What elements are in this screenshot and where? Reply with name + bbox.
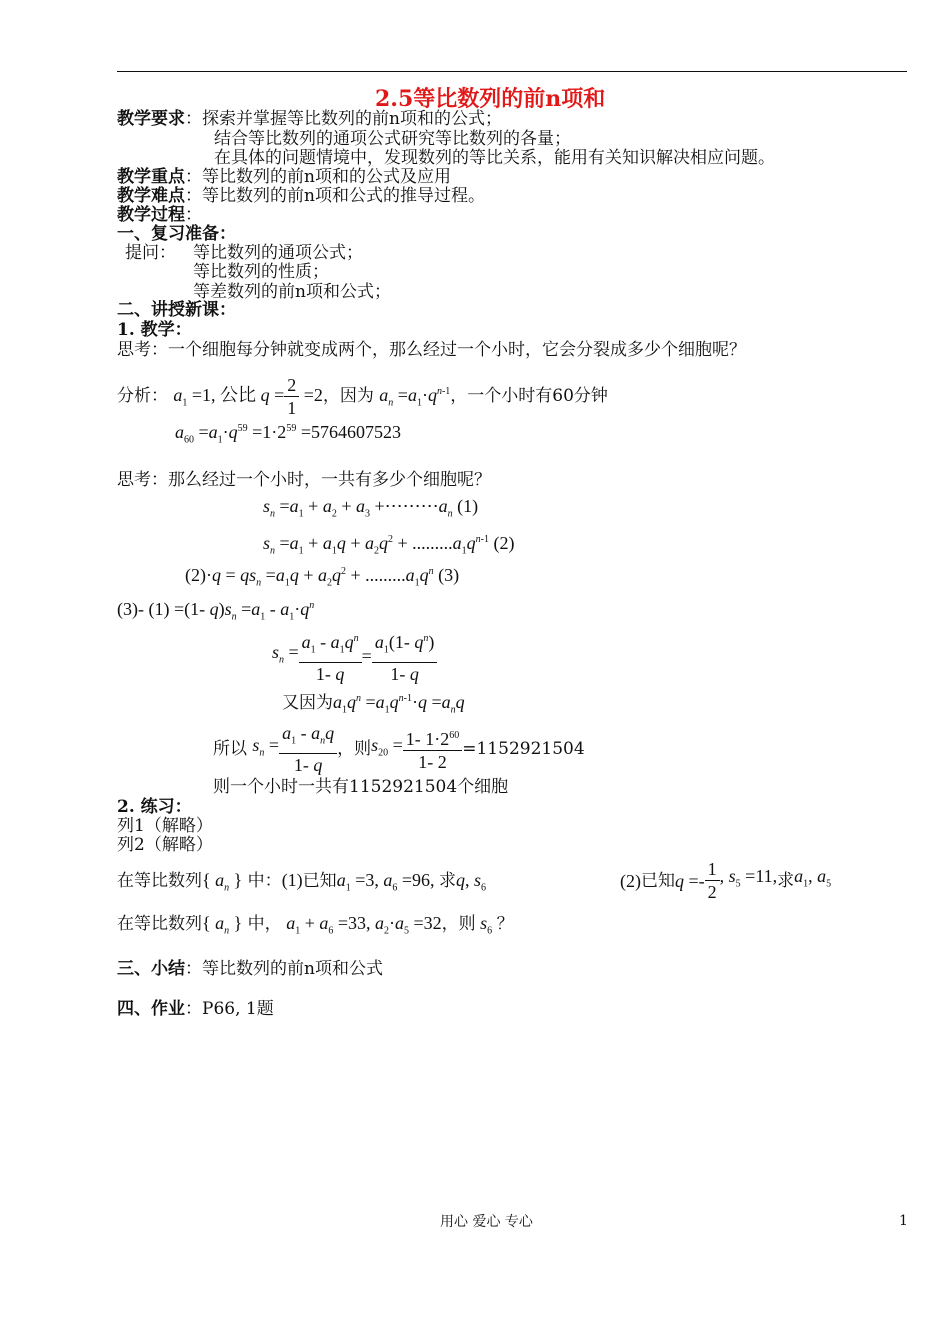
equation-2: $s_n =a_1 + a_1q + a_2q^2 + .........a_1q^{n-1}$ (2) xyxy=(263,533,515,557)
sum-fraction-1: $\frac{a_1 - a_1q^n}{1- q}$ xyxy=(299,628,362,685)
practice-heading-line xyxy=(117,797,192,817)
s20-fraction: $\frac{1- 1\cdot 2^{60}}{1- 2}$ xyxy=(403,725,463,773)
sequence-notation: { $a_n$ } xyxy=(202,870,243,894)
s20-result: =1152921504 xyxy=(462,738,585,759)
analysis-formula-a1: $a_1 =1$, 公比 q = xyxy=(173,385,285,409)
process-label: 教学过程 xyxy=(117,205,185,225)
homework-line xyxy=(117,999,274,1019)
teaching-subheading-colon: ： xyxy=(174,320,192,340)
problem-2-tail: ，则 xyxy=(441,914,476,934)
analysis-ratio-value: =2 xyxy=(299,385,323,405)
difficulties-line xyxy=(117,186,485,206)
page-number: 1 xyxy=(899,1213,908,1229)
teaching-subheading: 1. 教学 xyxy=(117,320,175,340)
problem-1-part1-targets: q, $s_6$ xyxy=(456,870,487,894)
teaching-subheading-line xyxy=(117,320,192,340)
equation-subtract: (3)- (1) =(1- $q)s_n =a_1 - a_1\cdot q^n$ xyxy=(117,599,315,623)
identity-prefix: 又因为 xyxy=(282,693,333,713)
analysis-line xyxy=(117,374,608,419)
problem-1-part2-find: 求 xyxy=(777,870,795,891)
problem-2-prefix: 在等比数列 xyxy=(117,914,202,934)
header-rule xyxy=(117,71,907,72)
key-points-label: 教学重点 xyxy=(117,167,185,187)
equation-3: $(2)\cdot q = qs_n =a_1q + a_2q^2 + .........a_1q^n$ (3) xyxy=(185,565,460,589)
review-heading-colon: ： xyxy=(219,224,236,244)
problem-1-mid: 中： xyxy=(242,871,282,891)
process-line xyxy=(117,205,202,225)
new-lesson-heading: 二、讲授新课 xyxy=(117,300,219,320)
footer-slogan: 用心 爱心 专心 xyxy=(440,1214,533,1230)
analysis-because: ，因为 xyxy=(322,386,374,406)
difficulties-text: ：等比数列的前n项和公式的推导过程。 xyxy=(185,186,485,206)
summary-line xyxy=(117,959,383,979)
key-points-text: ：等比数列的前n项和的公式及应用 xyxy=(185,167,451,187)
requirements-text-3: 在具体的问题情境中，发现数列的等比关系，能用有关知识解决相应问题。 xyxy=(214,148,775,168)
review-heading-line xyxy=(117,224,236,244)
problem-1-part2-given: , $s_5 =11$, xyxy=(719,866,778,890)
practice-problem-1: 在等比数列{ $a_n$ } 中：(1)已知$a_1 =3$, $a_6 =96$, 求q, $s_6$ xyxy=(117,870,487,894)
sequence-notation-2: { $a_n$ } xyxy=(202,913,243,937)
new-lesson-heading-line xyxy=(117,300,236,320)
analysis-tail: ，一个小时有60分钟 xyxy=(450,386,608,406)
s20-line: 所以 $s_n$ = $\frac{a_1 - a_nq}{1- q}$ ，则$s_{20}$ = $\frac{1- 1\cdot 2^{60}}{1- 2}$ =1152921504 xyxy=(213,723,585,775)
example-2: 列2（解略） xyxy=(117,835,213,855)
page-title: 2.5等比数列的前n项和 xyxy=(375,86,606,112)
analysis-ratio-fraction: $\frac{2}{1}$ xyxy=(284,374,299,419)
general-term-formula: $a_n =a_1\cdot q^{n-1}$ xyxy=(379,385,451,409)
summary-text: ：等比数列的前n项和公式 xyxy=(185,959,383,979)
think-question-2: 思考：那么经过一个小时，一共有多少个细胞呢？ xyxy=(117,470,491,490)
problem-1-part1-given: $a_1 =3$, $a_6 =96$, xyxy=(336,870,439,894)
review-question-1: 等比数列的通项公式； xyxy=(193,243,363,263)
difficulties-label: 教学难点 xyxy=(117,186,185,206)
sum-an-fraction: $\frac{a_1 - a_nq}{1- q}$ xyxy=(279,722,337,776)
practice-heading-colon: ： xyxy=(174,797,192,817)
sum-formula: $s_n$ = $\frac{a_1 - a_1q^n}{1- q}$ = $\frac{a_1(1- q^n)}{1- q}$ xyxy=(272,628,437,685)
ze-label: ，则 xyxy=(337,738,372,759)
new-lesson-heading-colon: ： xyxy=(219,300,236,320)
homework-heading: 四、作业 xyxy=(117,999,185,1019)
equation-1: $s_n =a_1 + a_2 + a_3$ $+\cdots\cdots\cdots a_n$ (1) xyxy=(263,496,479,520)
requirements-label: 教学要求 xyxy=(117,109,185,129)
requirements-line-1 xyxy=(117,109,502,129)
problem-2-given: $a_1 + a_6 =33$, $a_2\cdot a_5 =32$ xyxy=(286,913,442,937)
problem-2-question-mark: ？ xyxy=(496,914,514,934)
review-question-2: 等比数列的性质； xyxy=(193,262,329,282)
summary-heading: 三、小结 xyxy=(117,959,185,979)
problem-2-mid: 中， xyxy=(242,914,282,934)
requirements-text-1: ：探索并掌握等比数列的前n项和的公式； xyxy=(185,109,502,129)
problem-1-part2-targets: $a_1$, $a_5$ xyxy=(794,866,832,890)
problem-1-part2-label: 已知 xyxy=(641,870,675,891)
identity-line xyxy=(282,689,465,721)
practice-heading: 2. 练习 xyxy=(117,797,175,817)
review-ask-label: 提问： xyxy=(125,243,176,263)
half-fraction: $\frac{1}{2}$ xyxy=(705,858,720,903)
problem-1-part1-label: 已知 xyxy=(302,871,337,891)
review-heading: 一、复习准备 xyxy=(117,224,219,244)
requirements-text-2: 结合等比数列的通项公式研究等比数列的各量； xyxy=(214,129,571,149)
problem-1-prefix: 在等比数列 xyxy=(117,871,202,891)
identity-formula: $a_1q^n =a_1q^{n-1}\cdot q =a_nq$ xyxy=(333,692,465,716)
practice-problem-2: 在等比数列{ $a_n$ } 中， $a_1 + a_6 =33$, $a_2\cdot a_5 =32$，则 $s_6$ ？ xyxy=(117,913,514,937)
a60-result: =5764607523 xyxy=(300,422,401,442)
practice-problem-1-part-2: (2)已知q =- $\frac{1}{2}$ , $s_5 =11$,求$a_1$, $a_5$ xyxy=(620,859,832,902)
homework-text: ：P66, 1题 xyxy=(185,999,274,1019)
review-question-3: 等差数列的前n项和公式； xyxy=(193,282,391,302)
sum-fraction-2: $\frac{a_1(1- q^n)}{1- q}$ xyxy=(372,628,438,685)
process-text: ： xyxy=(185,205,202,225)
suoyi-label: 所以 xyxy=(213,738,247,759)
analysis-label: 分析： xyxy=(117,386,168,406)
problem-1-part1-find: 求 xyxy=(439,871,456,891)
a60-formula: $a_{60} =a_1\cdot q^{59} =1\cdot 2^{59} =5764607523$ xyxy=(175,422,401,446)
key-points-line xyxy=(117,167,451,187)
think-question-1: 思考：一个细胞每分钟就变成两个，那么经过一个小时，它会分裂成多少个细胞呢？ xyxy=(117,340,746,360)
conclusion: 则一个小时一共有1152921504个细胞 xyxy=(213,777,509,797)
example-1: 列1（解略） xyxy=(117,816,213,836)
